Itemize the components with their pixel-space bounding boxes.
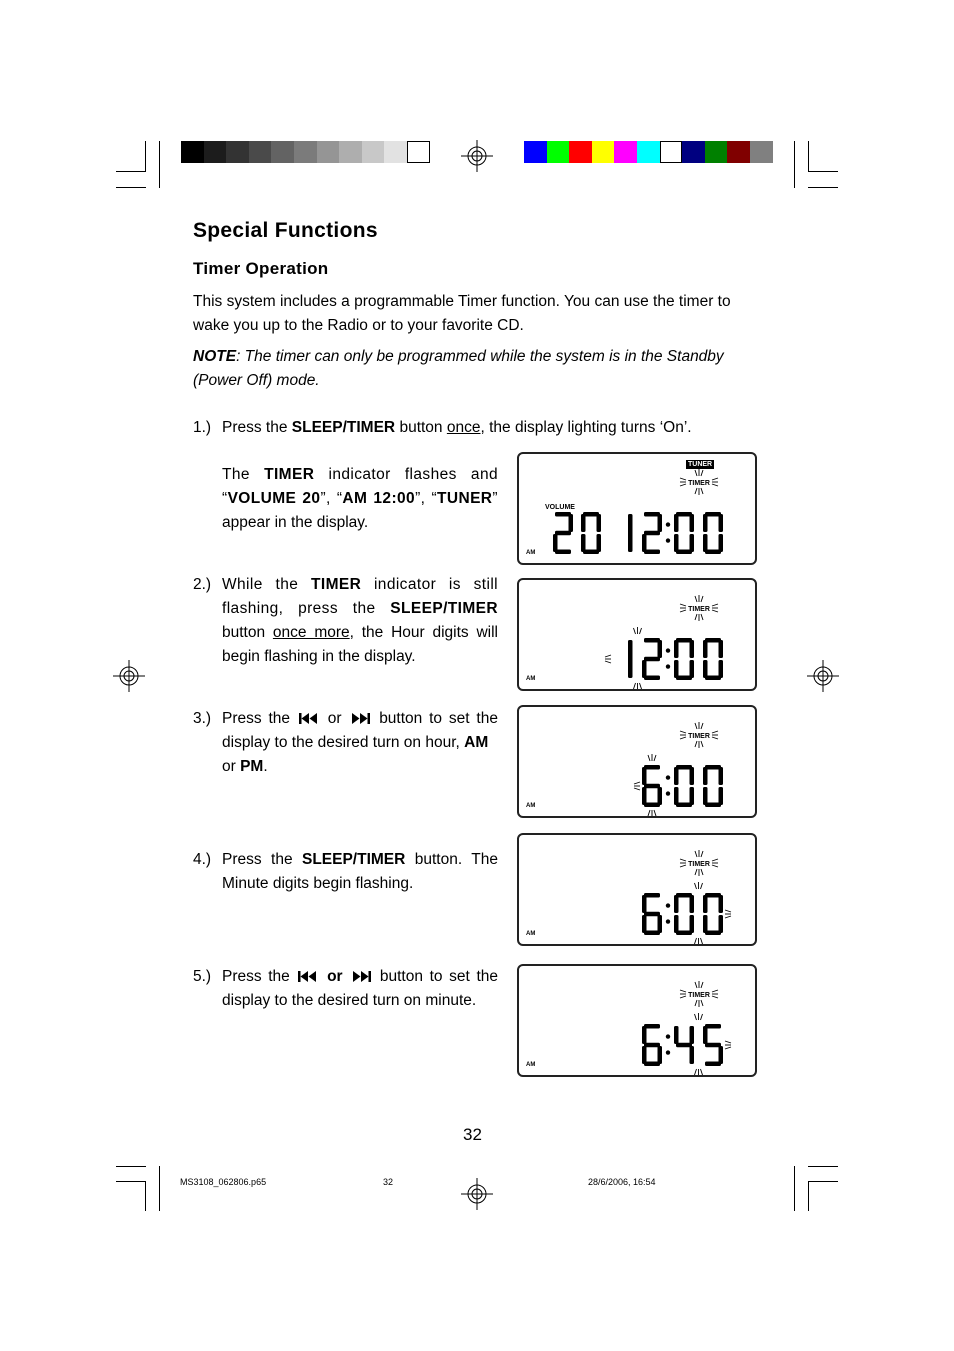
flash-indicator-icon [634, 627, 642, 634]
flash-indicator-icon [695, 488, 703, 495]
flash-indicator-icon [695, 469, 703, 476]
flash-indicator-icon [680, 859, 686, 867]
lcd-display [517, 833, 757, 946]
step-3-text: Press the or button to set the display to the desired turn on hour, AM or PM. [222, 710, 498, 775]
note-label: NOTE [193, 348, 237, 365]
lcd-digit [674, 765, 694, 807]
am-indicator: AM [526, 550, 536, 556]
lcd-digit [642, 765, 662, 807]
color-swatch [592, 141, 615, 163]
lcd-colon [666, 522, 670, 542]
color-swatch [226, 141, 249, 163]
lcd-digit [674, 638, 694, 680]
timer-indicator [688, 606, 710, 613]
lcd-digit [642, 638, 662, 680]
step-5-text: Press the or button to set the display to the desired turn on minute. [222, 968, 499, 1009]
flash-indicator-icon [695, 981, 703, 988]
flash-indicator-icon [695, 595, 703, 602]
flash-indicator-icon [712, 731, 718, 739]
svg-text:TIMER: TIMER [688, 606, 710, 613]
skip-forward-icon [350, 713, 370, 724]
lcd-graphic [519, 966, 755, 1075]
flash-indicator-icon [712, 604, 718, 612]
flash-indicator-icon [695, 1000, 703, 1007]
color-swatch [362, 141, 385, 163]
flash-indicator-icon [648, 754, 656, 761]
step-number: 1.) [193, 419, 212, 436]
svg-text:TIMER: TIMER [688, 733, 710, 740]
flash-indicator-icon [712, 859, 718, 867]
lcd-graphic [519, 707, 755, 816]
flash-indicator-icon [712, 478, 718, 486]
flash-indicator-icon [695, 850, 703, 857]
color-swatch [569, 141, 592, 163]
lcd-digit [642, 893, 662, 935]
timer-indicator [688, 992, 710, 999]
flash-indicator-icon [695, 741, 703, 748]
registration-mark-icon [461, 140, 493, 172]
intro-paragraph [193, 290, 763, 338]
svg-text:TIMER: TIMER [688, 992, 710, 999]
lcd-digit [581, 512, 601, 554]
am-indicator: AM [526, 931, 536, 937]
lcd-digit [674, 512, 694, 554]
timer-indicator [688, 733, 710, 740]
color-swatch [181, 141, 204, 163]
flash-indicator-icon [695, 614, 703, 621]
flash-indicator-icon [648, 810, 656, 816]
flash-indicator-icon [680, 604, 686, 612]
color-swatch [750, 141, 773, 163]
flash-indicator-icon [712, 990, 718, 998]
step-number: 3.) [193, 710, 212, 727]
lcd-digit [703, 893, 723, 935]
lcd-digit [553, 512, 573, 554]
skip-back-icon [299, 713, 319, 724]
flash-indicator-icon [695, 722, 703, 729]
note-text: (Power Off) mode. [193, 372, 320, 389]
svg-text:TIMER: TIMER [688, 861, 710, 868]
flash-indicator-icon [634, 782, 640, 790]
color-swatch [547, 141, 570, 163]
color-swatch [727, 141, 750, 163]
color-swatch [637, 141, 660, 163]
flash-indicator-icon [680, 731, 686, 739]
lcd-colon [666, 775, 670, 795]
lcd-digit [703, 512, 723, 554]
lcd-digit [703, 638, 723, 680]
volume-label: VOLUME [545, 504, 575, 511]
registration-mark-icon [113, 660, 145, 692]
footer-filename: MS3108_062806.p65 [180, 1177, 267, 1187]
note-text: : The timer can only be programmed while the system is in the Standby [236, 348, 724, 365]
color-swatch [682, 141, 705, 163]
footer-date: 28/6/2006, 16:54 [588, 1177, 656, 1187]
lcd-graphic [519, 580, 755, 689]
note-paragraph [193, 345, 763, 393]
am-indicator: AM [526, 803, 536, 809]
color-swatch [294, 141, 317, 163]
step-number: 2.) [193, 576, 212, 593]
color-swatch [407, 141, 430, 163]
step-2-text: While the TIMER indicator is still flashing, press the SLEEP/TIMER button once more, the Hour digits will begin flashing in the display. [222, 576, 499, 665]
flash-indicator-icon [634, 683, 642, 689]
svg-text:TIMER: TIMER [688, 480, 710, 487]
flash-indicator-icon [695, 1069, 703, 1075]
intro-line: wake you up to the Radio or to your favorite CD. [193, 317, 524, 334]
section-title: Timer Operation [193, 259, 329, 278]
lcd-digit [703, 1024, 723, 1066]
lcd-colon [666, 648, 670, 668]
lcd-digit [674, 1026, 694, 1064]
lcd-digit [642, 1024, 662, 1066]
page-title: Special Functions [193, 219, 378, 242]
step-number: 5.) [193, 968, 212, 985]
lcd-display [517, 964, 757, 1077]
am-indicator: AM [526, 676, 536, 682]
step-1-text: Press the SLEEP/TIMER button once, the display lighting turns ‘On’. [222, 419, 692, 436]
footer-page: 32 [383, 1177, 394, 1187]
flash-indicator-icon [725, 1041, 731, 1049]
tuner-indicator: TUNER [688, 461, 713, 468]
lcd-display [517, 705, 757, 818]
step-number: 4.) [193, 851, 212, 868]
timer-indicator [688, 861, 710, 868]
flash-indicator-icon [605, 655, 611, 663]
color-swatch [614, 141, 637, 163]
lcd-colon [666, 1034, 670, 1054]
flash-indicator-icon [725, 910, 731, 918]
flash-indicator-icon [680, 478, 686, 486]
page-number: 32 [463, 1125, 482, 1144]
lcd-digit [642, 512, 662, 554]
lcd-graphic [519, 454, 755, 563]
skip-forward-icon [351, 971, 371, 982]
step-1-detail: The TIMER indicator flashes and “VOLUME 20”, “AM 12:00”, “TUNER” appear in the display. [222, 466, 498, 531]
lcd-colon [666, 903, 670, 923]
flash-indicator-icon [695, 938, 703, 944]
color-swatch [271, 141, 294, 163]
registration-mark-icon [807, 660, 839, 692]
color-swatch [705, 141, 728, 163]
color-swatch [204, 141, 227, 163]
flash-indicator-icon [680, 990, 686, 998]
registration-mark-icon [461, 1178, 493, 1210]
lcd-display [517, 578, 757, 691]
flash-indicator-icon [695, 882, 703, 889]
color-swatch [249, 141, 272, 163]
intro-line: This system includes a programmable Timer function. You can use the timer to [193, 293, 731, 310]
color-swatch [317, 141, 340, 163]
step-4-text: Press the SLEEP/TIMER button. The Minute digits begin flashing. [222, 851, 498, 892]
skip-back-icon [298, 971, 318, 982]
timer-indicator [688, 480, 710, 487]
color-swatch [384, 141, 407, 163]
flash-indicator-icon [695, 869, 703, 876]
color-swatch [660, 141, 683, 163]
color-swatch [339, 141, 362, 163]
lcd-digit [674, 893, 694, 935]
am-indicator: AM [526, 1062, 536, 1068]
flash-indicator-icon [695, 1013, 703, 1020]
lcd-digit [703, 765, 723, 807]
lcd-graphic [519, 835, 755, 944]
lcd-display [517, 452, 757, 565]
color-swatch [524, 141, 547, 163]
